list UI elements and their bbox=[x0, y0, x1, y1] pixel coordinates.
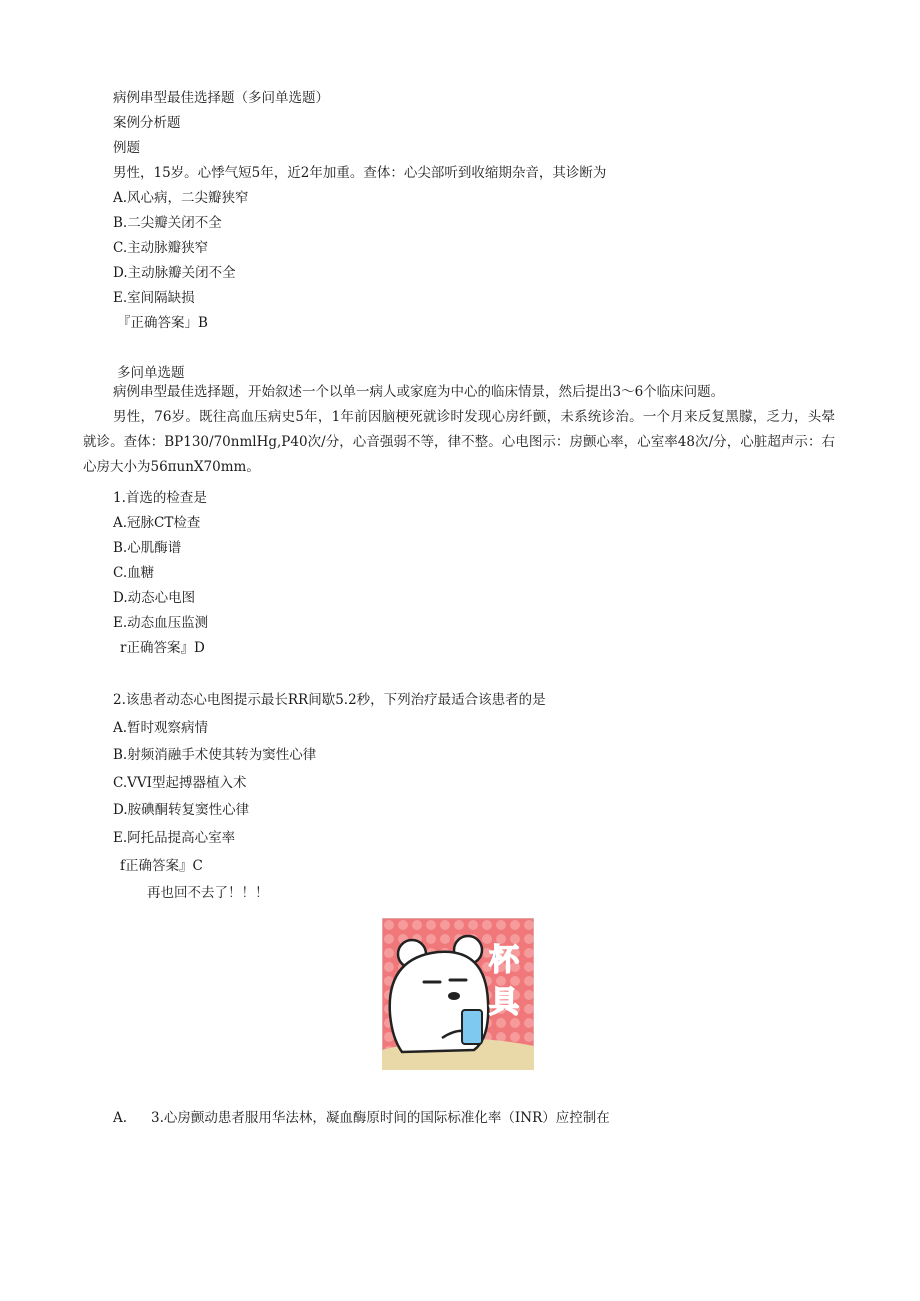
section-subtitle: 案例分析题 bbox=[113, 115, 181, 131]
q1-option-a: A.冠脉CT检查 bbox=[113, 515, 201, 531]
example-option-d: D.主动脉瓣关闭不全 bbox=[113, 265, 236, 281]
example-answer: 『正确答案」B bbox=[117, 315, 208, 331]
q1-option-e: E.动态血压监测 bbox=[113, 615, 209, 631]
example-option-c: C.主动脉瓣狭窄 bbox=[113, 240, 209, 256]
sticker-text-cup: 杯 bbox=[489, 943, 519, 978]
q2-option-d: D.胺碘酮转复窦性心律 bbox=[113, 802, 250, 818]
multi-intro: 病例串型最佳选择题，开始叙述一个以单一病人或家庭为中心的临床情景，然后提出3～6个临床问题。 bbox=[113, 384, 725, 400]
q2-option-a: A.暂时观察病情 bbox=[113, 720, 209, 736]
q1-stem: 1.首选的检查是 bbox=[113, 490, 207, 506]
remark: 再也回不去了！！！ bbox=[147, 885, 269, 901]
multi-label: 多问单选题 bbox=[117, 365, 185, 381]
q1-option-d: D.动态心电图 bbox=[113, 590, 196, 606]
example-option-b: B.二尖瓣关闭不全 bbox=[113, 215, 222, 231]
example-option-e: E.室间隔缺损 bbox=[113, 290, 195, 306]
bear-sticker-image bbox=[382, 918, 534, 1070]
q2-stem: 2.该患者动态心电图提示最长RR间歇5.2秒，下列治疗最适合该患者的是 bbox=[113, 692, 546, 708]
section-title: 病例串型最佳选择题（多问单选题） bbox=[113, 90, 329, 106]
q1-option-c: C.血糖 bbox=[113, 565, 155, 581]
q3-prefix: A. bbox=[113, 1110, 128, 1126]
q1-option-b: B.心肌酶谱 bbox=[113, 540, 182, 556]
q2-option-b: B.射频消融手术使其转为窦性心律 bbox=[113, 747, 317, 763]
example-stem: 男性，15岁。心悸气短5年，近2年加重。查体：心尖部听到收缩期杂音，其诊断为 bbox=[113, 165, 607, 181]
q3-stem: 3.心房颤动患者服用华法林，凝血酶原时间的国际标准化率（INR）应控制在 bbox=[151, 1110, 610, 1126]
q2-option-c: C.VVI型起搏器植入术 bbox=[113, 775, 247, 791]
sticker-text-tool: 具 bbox=[489, 985, 519, 1020]
example-option-a: A.风心病，二尖瓣狭窄 bbox=[113, 190, 249, 206]
q1-answer: r正确答案』D bbox=[120, 640, 205, 656]
q2-answer: f正确答案』C bbox=[120, 858, 203, 874]
case-description: 男性，76岁。既往高血压病史5年，1年前因脑梗死就诊时发现心房纤颤，未系统诊治。一个月来反复黑朦，乏力，头晕就诊。查体：BP130/70nmlHg,P40次/分，心音强弱不等，律不整。心电图示：房颤心率，心室率48次/分，心脏超声示：右心房大小为56πunX70mm。 bbox=[83, 409, 835, 475]
q2-option-e: E.阿托品提高心室率 bbox=[113, 830, 236, 846]
example-label: 例题 bbox=[113, 140, 140, 156]
q3-line bbox=[113, 1108, 610, 1128]
